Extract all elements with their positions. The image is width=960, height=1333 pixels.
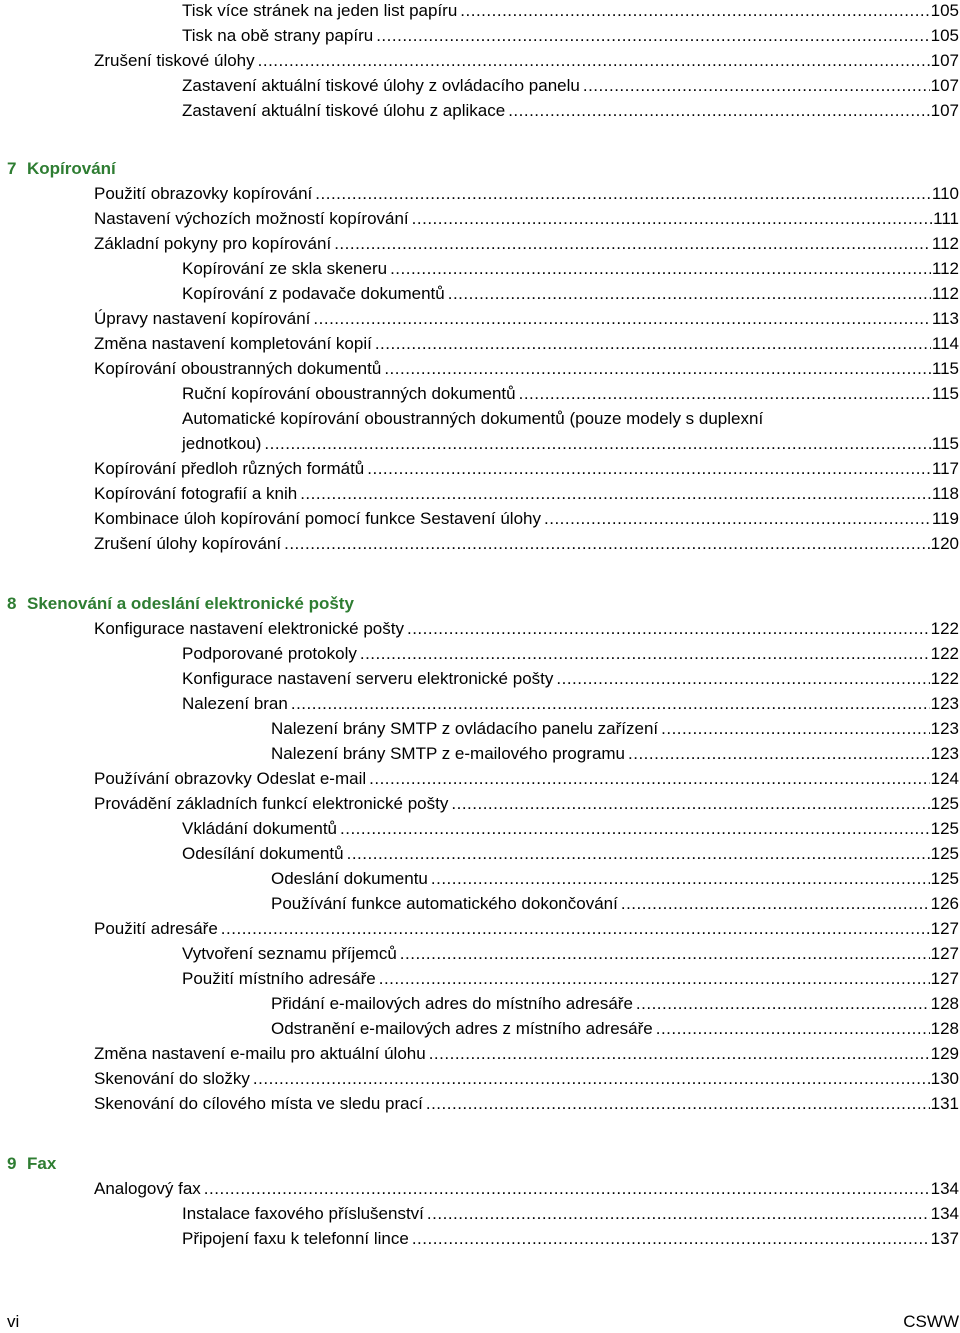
dot-leader	[367, 456, 931, 481]
toc-entry-page: 127	[930, 944, 959, 963]
toc-entry-page: 114	[931, 334, 959, 353]
toc-entry[interactable]	[182, 816, 959, 841]
toc-entry-title: Konfigurace nastavení serveru elektronické pošty	[182, 669, 554, 688]
toc-entry-page: 112	[931, 284, 959, 303]
toc-entry[interactable]	[94, 481, 959, 506]
dot-leader	[204, 1176, 930, 1201]
toc-entry-title: Nastavení výchozích možností kopírování	[94, 209, 409, 228]
toc-entry-page: 125	[930, 794, 959, 813]
chapter-title: Skenování a odeslání elektronické pošty	[27, 594, 354, 613]
toc-entry-title: Zrušení úlohy kopírování	[94, 534, 282, 553]
toc-entry[interactable]	[182, 98, 959, 123]
dot-leader	[407, 616, 930, 641]
toc-entry[interactable]	[94, 181, 959, 206]
toc-entry[interactable]	[182, 641, 959, 666]
toc-entry[interactable]	[94, 48, 959, 73]
toc-entry-title: Základní pokyny pro kopírování	[94, 234, 332, 253]
toc-entry[interactable]	[94, 1176, 959, 1201]
dot-leader	[427, 1201, 930, 1226]
dot-leader	[315, 181, 931, 206]
toc-entry-title: Zastavení aktuální tiskové úlohu z aplikace	[182, 101, 506, 120]
toc-entry-title: Zrušení tiskové úlohy	[94, 51, 255, 70]
dot-leader	[340, 816, 930, 841]
toc-entry[interactable]	[271, 891, 959, 916]
dot-leader	[661, 716, 930, 741]
toc-entry-title: Kopírování ze skla skeneru	[182, 259, 388, 278]
toc-entry[interactable]	[182, 841, 959, 866]
dot-leader	[508, 98, 929, 123]
toc-entry[interactable]	[271, 866, 959, 891]
toc-entry-page: 123	[930, 694, 959, 713]
toc-entry-page: 134	[930, 1179, 959, 1198]
toc-entry[interactable]	[182, 1201, 959, 1226]
toc-entry-page: 129	[930, 1044, 959, 1063]
toc-entry-title: Tisk na obě strany papíru	[182, 26, 374, 45]
toc-entry-title: Nalezení brány SMTP z ovládacího panelu zařízení	[271, 719, 659, 738]
dot-leader	[412, 206, 933, 231]
chapter-number: 8	[7, 594, 17, 613]
toc-entry-title: Ruční kopírování oboustranných dokumentů	[182, 384, 516, 403]
toc-entry[interactable]	[94, 331, 959, 356]
toc-entry-title-continued: jednotkou)	[182, 434, 262, 453]
toc-entry-title: Změna nastavení e-mailu pro aktuální úlohu	[94, 1044, 426, 1063]
toc-entry-page: 112	[931, 259, 959, 278]
dot-leader	[400, 941, 930, 966]
dot-leader	[636, 991, 930, 1016]
toc-entry-title: Změna nastavení kompletování kopií	[94, 334, 372, 353]
toc-entry-page: 112	[931, 234, 959, 253]
toc-entry-page: 127	[930, 969, 959, 988]
dot-leader	[253, 1066, 930, 1091]
toc-entry[interactable]	[94, 616, 959, 641]
toc-entry-page: 105	[930, 1, 959, 20]
toc-entry-title: Instalace faxového příslušenství	[182, 1204, 424, 1223]
toc-entry-title: Používání obrazovky Odeslat e-mail	[94, 769, 367, 788]
toc-entry-title: Nalezení brány SMTP z e-mailového programu	[271, 744, 626, 763]
dot-leader	[334, 231, 931, 256]
toc-entry-page: 115	[931, 359, 959, 378]
dot-leader	[556, 666, 929, 691]
toc-entry-page: 130	[930, 1069, 959, 1088]
toc-entry-title: Skenování do složky	[94, 1069, 250, 1088]
toc-entry[interactable]	[271, 716, 959, 741]
dot-leader	[300, 481, 931, 506]
toc-entry-page: 117	[931, 459, 959, 478]
toc-entry-page: 107	[930, 51, 959, 70]
toc-entry[interactable]	[182, 691, 959, 716]
toc-entry[interactable]	[94, 791, 959, 816]
toc-entry-title: Kombinace úloh kopírování pomocí funkce Sestavení úlohy	[94, 509, 541, 528]
dot-leader	[451, 791, 929, 816]
toc-entry[interactable]	[182, 1226, 959, 1251]
toc-entry-page: 128	[930, 1019, 959, 1038]
toc-entry-page: 125	[930, 819, 959, 838]
dot-leader	[431, 866, 930, 891]
footer-page-number: vi	[7, 1312, 20, 1331]
dot-leader	[426, 1091, 930, 1116]
toc-entry-page: 119	[931, 509, 959, 528]
toc-entry[interactable]	[182, 73, 959, 98]
dot-leader	[429, 1041, 930, 1066]
toc-entry[interactable]	[94, 206, 959, 231]
toc-entry-title: Skenování do cílového místa ve sledu prací	[94, 1094, 423, 1113]
chapter-number: 7	[7, 159, 17, 178]
toc-entry-title: Kopírování z podavače dokumentů	[182, 284, 445, 303]
toc-entry[interactable]	[182, 381, 959, 406]
dot-leader	[390, 256, 931, 281]
chapter-heading-7[interactable]	[7, 156, 116, 181]
toc-entry[interactable]	[182, 941, 959, 966]
toc-entry-title: Podporované protokoly	[182, 644, 357, 663]
toc-entry-title: Zastavení aktuální tiskové úlohy z ovládacího panelu	[182, 76, 580, 95]
dot-leader	[544, 506, 931, 531]
chapter-number: 9	[7, 1154, 17, 1173]
toc-entry[interactable]	[94, 916, 959, 941]
toc-entry-page: 120	[930, 534, 959, 553]
toc-entry[interactable]	[94, 231, 959, 256]
toc-entry-title: Připojení faxu k telefonní lince	[182, 1229, 409, 1248]
toc-entry-title: Použití adresáře	[94, 919, 218, 938]
dot-leader	[376, 23, 929, 48]
dot-leader	[519, 381, 931, 406]
toc-entry[interactable]	[94, 1091, 959, 1116]
toc-entry-title: Tisk více stránek na jeden list papíru	[182, 1, 458, 20]
toc-entry-page: 122	[930, 669, 959, 688]
dot-leader	[291, 691, 930, 716]
toc-entry-title: Odeslání dokumentu	[271, 869, 428, 888]
toc-entry[interactable]	[94, 306, 959, 331]
toc-entry-page: 124	[930, 769, 959, 788]
toc-entry[interactable]	[94, 766, 959, 791]
dot-leader	[258, 48, 930, 73]
toc-entry-page: 123	[930, 744, 959, 763]
toc-entry-title: Vkládání dokumentů	[182, 819, 337, 838]
toc-entry[interactable]	[182, 666, 959, 691]
toc-entry-page: 107	[930, 101, 959, 120]
dot-leader	[448, 281, 931, 306]
toc-entry-title: Odesílání dokumentů	[182, 844, 344, 863]
toc-entry-page: 113	[931, 309, 959, 328]
dot-leader	[347, 841, 930, 866]
toc-entry-title: Použití obrazovky kopírování	[94, 184, 313, 203]
dot-leader	[369, 766, 930, 791]
chapter-title: Kopírování	[27, 159, 116, 178]
dot-leader	[221, 916, 930, 941]
toc-entry-page: 131	[930, 1094, 959, 1113]
toc-entry-page: 111	[933, 209, 959, 228]
toc-entry-title: Analogový fax	[94, 1179, 201, 1198]
toc-entry-title: Vytvoření seznamu příjemců	[182, 944, 397, 963]
toc-entry-page: 134	[930, 1204, 959, 1223]
toc-entry-page: 127	[930, 919, 959, 938]
dot-leader	[360, 641, 930, 666]
chapter-title: Fax	[27, 1154, 57, 1173]
toc-entry-page: 123	[930, 719, 959, 738]
toc-entry[interactable]	[182, 431, 959, 456]
toc-entry-title: Odstranění e-mailových adres z místního adresáře	[271, 1019, 653, 1038]
toc-entry-title: Kopírování oboustranných dokumentů	[94, 359, 382, 378]
toc-entry[interactable]	[182, 23, 959, 48]
chapter-heading-8[interactable]	[7, 591, 354, 616]
dot-leader	[284, 531, 930, 556]
toc-entry[interactable]	[182, 281, 959, 306]
toc-entry-title: Kopírování předloh různých formátů	[94, 459, 365, 478]
toc-entry-title: Provádění základních funkcí elektronické pošty	[94, 794, 449, 813]
toc-entry[interactable]	[271, 741, 959, 766]
toc-entry-title: Úpravy nastavení kopírování	[94, 309, 311, 328]
toc-entry-page: 122	[930, 619, 959, 638]
toc-entry-title: Kopírování fotografií a knih	[94, 484, 298, 503]
footer-locale-code: CSWW	[903, 1312, 959, 1331]
dot-leader	[379, 966, 930, 991]
dot-leader	[264, 431, 931, 456]
toc-entry-page: 107	[930, 76, 959, 95]
toc-entry-page: 125	[930, 844, 959, 863]
toc-entry-page: 128	[930, 994, 959, 1013]
toc-entry[interactable]	[182, 966, 959, 991]
toc-entry[interactable]	[271, 1016, 959, 1041]
toc-entry[interactable]	[271, 991, 959, 1016]
toc-entry[interactable]	[182, 0, 959, 23]
dot-leader	[384, 356, 931, 381]
dot-leader	[621, 891, 930, 916]
dot-leader	[460, 0, 929, 23]
toc-entry-wrapped-title[interactable]: Automatické kopírování oboustranných dokumentů (pouze modely s duplexní	[182, 409, 764, 428]
dot-leader	[583, 73, 930, 98]
toc-entry-page: 110	[931, 184, 959, 203]
toc-entry-title: Používání funkce automatického dokončování	[271, 894, 618, 913]
dot-leader	[628, 741, 930, 766]
toc-entry[interactable]	[182, 256, 959, 281]
toc-entry-page: 118	[931, 484, 959, 503]
toc-entry[interactable]	[94, 531, 959, 556]
toc-entry-title: Konfigurace nastavení elektronické pošty	[94, 619, 404, 638]
toc-entry[interactable]	[94, 506, 959, 531]
toc-entry-page: 137	[930, 1229, 959, 1248]
toc-entry[interactable]	[94, 356, 959, 381]
dot-leader	[656, 1016, 930, 1041]
toc-entry-title: Přidání e-mailových adres do místního adresáře	[271, 994, 633, 1013]
dot-leader	[412, 1226, 930, 1251]
toc-entry[interactable]	[94, 1041, 959, 1066]
toc-entry-page: 115	[931, 384, 959, 403]
toc-entry[interactable]	[94, 1066, 959, 1091]
toc-entry-page: 122	[930, 644, 959, 663]
toc-entry-page: 115	[931, 434, 959, 453]
dot-leader	[375, 331, 931, 356]
toc-entry[interactable]	[94, 456, 959, 481]
toc-entry-title: Použití místního adresáře	[182, 969, 376, 988]
toc-entry-page: 125	[930, 869, 959, 888]
dot-leader	[313, 306, 930, 331]
toc-entry-title: Nalezení bran	[182, 694, 288, 713]
toc-entry-page: 126	[930, 894, 959, 913]
chapter-heading-9[interactable]	[7, 1151, 56, 1176]
toc-entry-page: 105	[930, 26, 959, 45]
